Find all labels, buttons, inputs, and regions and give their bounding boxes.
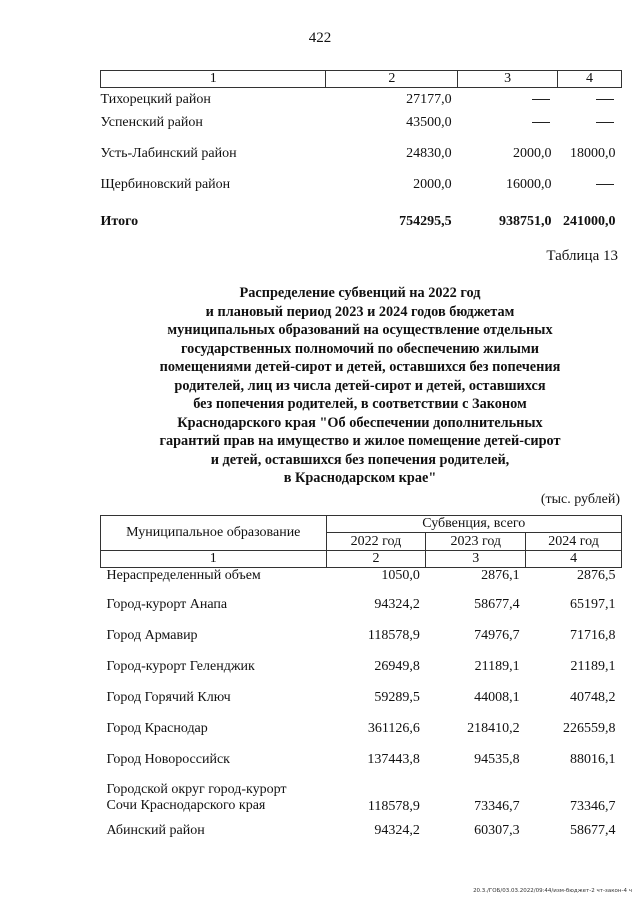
total-row <box>101 208 622 245</box>
heading-line: гарантий прав на имущество и жилое помещение детей-сирот <box>159 433 561 449</box>
value-2022: 94324,2 <box>374 823 420 838</box>
year-header: 2023 год <box>426 533 526 551</box>
heading-line: родителей, лиц из числа детей-сирот и детей, оставшихся <box>174 377 546 394</box>
value-2024: 88016,1 <box>570 752 616 767</box>
dash-mark <box>532 122 550 123</box>
municipality-name-line: Сочи Краснодарского края <box>106 798 266 813</box>
value-2024: 73346,7 <box>570 799 616 814</box>
column-index-row <box>101 551 622 568</box>
heading-line: Краснодарского края "Об обеспечении дополнительных <box>177 414 543 431</box>
municipality-name: Город Новороссийск <box>106 752 230 767</box>
value-2024: 58677,4 <box>570 823 616 838</box>
table-row <box>101 177 622 208</box>
value-2022: 137443,8 <box>367 752 420 767</box>
page-number: 422 <box>308 30 332 46</box>
value-2022: 43500,0 <box>406 115 452 130</box>
municipality-name: Усть-Лабинский район <box>100 146 237 161</box>
dash-mark <box>596 122 614 123</box>
dash-mark <box>532 99 550 100</box>
value-2024: 18000,0 <box>570 146 616 161</box>
value-2024: 21189,1 <box>570 659 616 674</box>
unit-label: (тыс. рублей) <box>540 492 620 507</box>
value-2022: 26949,8 <box>374 659 420 674</box>
table-row <box>101 568 622 589</box>
column-index: 3 <box>458 71 558 88</box>
value-2024: 226559,8 <box>563 721 616 736</box>
value-2023: 60307,3 <box>474 823 520 838</box>
table-row <box>101 115 622 146</box>
table-row <box>101 822 622 853</box>
column-index-row <box>101 71 622 88</box>
value-2022: 24830,0 <box>406 146 452 161</box>
municipality-name: Успенский район <box>100 115 203 130</box>
dash-mark <box>596 184 614 185</box>
municipality-name: Город Горячий Ключ <box>106 690 231 705</box>
value-2023 <box>458 88 558 116</box>
subvention-table <box>100 515 622 853</box>
municipality-name: Тихорецкий район <box>100 92 211 107</box>
table-row <box>101 88 622 116</box>
value-2024: 65197,1 <box>570 597 616 612</box>
value-2023: 2000,0 <box>513 146 552 161</box>
municipality-name: Город Краснодар <box>106 721 208 736</box>
municipality-column-header: Муниципальное образование <box>101 516 327 551</box>
heading-line: без попечения родителей, в соответствии с Законом <box>193 396 527 412</box>
value-2022: 2000,0 <box>413 177 452 192</box>
value-2024: 40748,2 <box>570 690 616 705</box>
heading-line: Распределение субвенций на 2022 год <box>239 285 481 301</box>
value-2023: 58677,4 <box>474 597 520 612</box>
column-index: 2 <box>326 551 426 568</box>
value-2022: 1050,0 <box>381 568 420 583</box>
year-header: 2024 год <box>526 533 622 551</box>
heading-line: и детей, оставшихся без попечения родителей, <box>210 451 510 468</box>
value-2024 <box>558 88 622 116</box>
total-2023: 938751,0 <box>499 214 552 229</box>
table-row <box>101 689 622 720</box>
municipality-name: Абинский район <box>106 823 205 838</box>
table-row <box>101 146 622 177</box>
header-row <box>101 516 622 533</box>
value-2023 <box>458 115 558 146</box>
column-index: 1 <box>101 551 327 568</box>
value-2023: 74976,7 <box>474 628 520 643</box>
heading-line: государственных полномочий по обеспечению жилыми <box>181 340 539 357</box>
footer-code: 20.3./ГОБ/03.03.2022/09:44/изм-бюджет-2 чт-закон-4 ч <box>473 888 632 894</box>
value-2023: 16000,0 <box>506 177 552 192</box>
value-2023: 94535,8 <box>474 752 520 767</box>
value-2022: 361126,6 <box>367 721 420 736</box>
total-2022: 754295,5 <box>399 214 452 229</box>
value-2024: 2876,5 <box>577 568 616 583</box>
table-heading <box>120 284 600 488</box>
column-index: 1 <box>101 71 326 88</box>
value-2023: 73346,7 <box>474 799 520 814</box>
value-2023: 44008,1 <box>474 690 520 705</box>
value-2023: 2876,1 <box>481 568 520 583</box>
table-row <box>101 658 622 689</box>
municipality-name-line: Городской округ город-курорт <box>106 782 287 797</box>
municipality-name: Город-курорт Геленджик <box>106 659 255 674</box>
column-index: 2 <box>326 71 458 88</box>
municipality-name: Щербиновский район <box>100 177 231 192</box>
value-2022: 94324,2 <box>374 597 420 612</box>
table-label: Таблица 13 <box>546 248 618 264</box>
value-2023: 218410,2 <box>467 721 520 736</box>
heading-line: и плановый период 2023 и 2024 годов бюджетам <box>205 303 515 320</box>
table-row <box>101 751 622 782</box>
table-row <box>101 782 622 822</box>
value-2024 <box>558 177 622 208</box>
value-2022: 118578,9 <box>367 799 420 814</box>
column-index: 4 <box>558 71 622 88</box>
table-row <box>101 720 622 751</box>
dash-mark <box>596 99 614 100</box>
column-index: 3 <box>426 551 526 568</box>
value-2022: 27177,0 <box>406 92 452 107</box>
table-row <box>101 627 622 658</box>
value-2022: 118578,9 <box>367 628 420 643</box>
year-header: 2022 год <box>326 533 426 551</box>
value-2024 <box>558 115 622 146</box>
heading-line: в Краснодарском крае" <box>283 470 437 486</box>
municipality-name <box>101 782 327 822</box>
value-2023: 21189,1 <box>474 659 520 674</box>
subvention-group-header: Субвенция, всего <box>326 516 621 533</box>
value-2022: 59289,5 <box>374 690 420 705</box>
heading-line: помещениями детей-сирот и детей, оставшихся без попечения <box>159 359 561 375</box>
column-index: 4 <box>526 551 622 568</box>
table-row <box>101 588 622 627</box>
municipality-name: Город Армавир <box>106 628 198 643</box>
municipality-name: Город-курорт Анапа <box>106 597 228 612</box>
total-label: Итого <box>100 214 139 229</box>
value-2024: 71716,8 <box>570 628 616 643</box>
total-2024: 241000,0 <box>563 214 616 229</box>
continuation-table <box>100 70 622 245</box>
heading-line: муниципальных образований на осуществление отдельных <box>167 322 553 338</box>
municipality-name: Нераспределенный объем <box>106 568 261 583</box>
